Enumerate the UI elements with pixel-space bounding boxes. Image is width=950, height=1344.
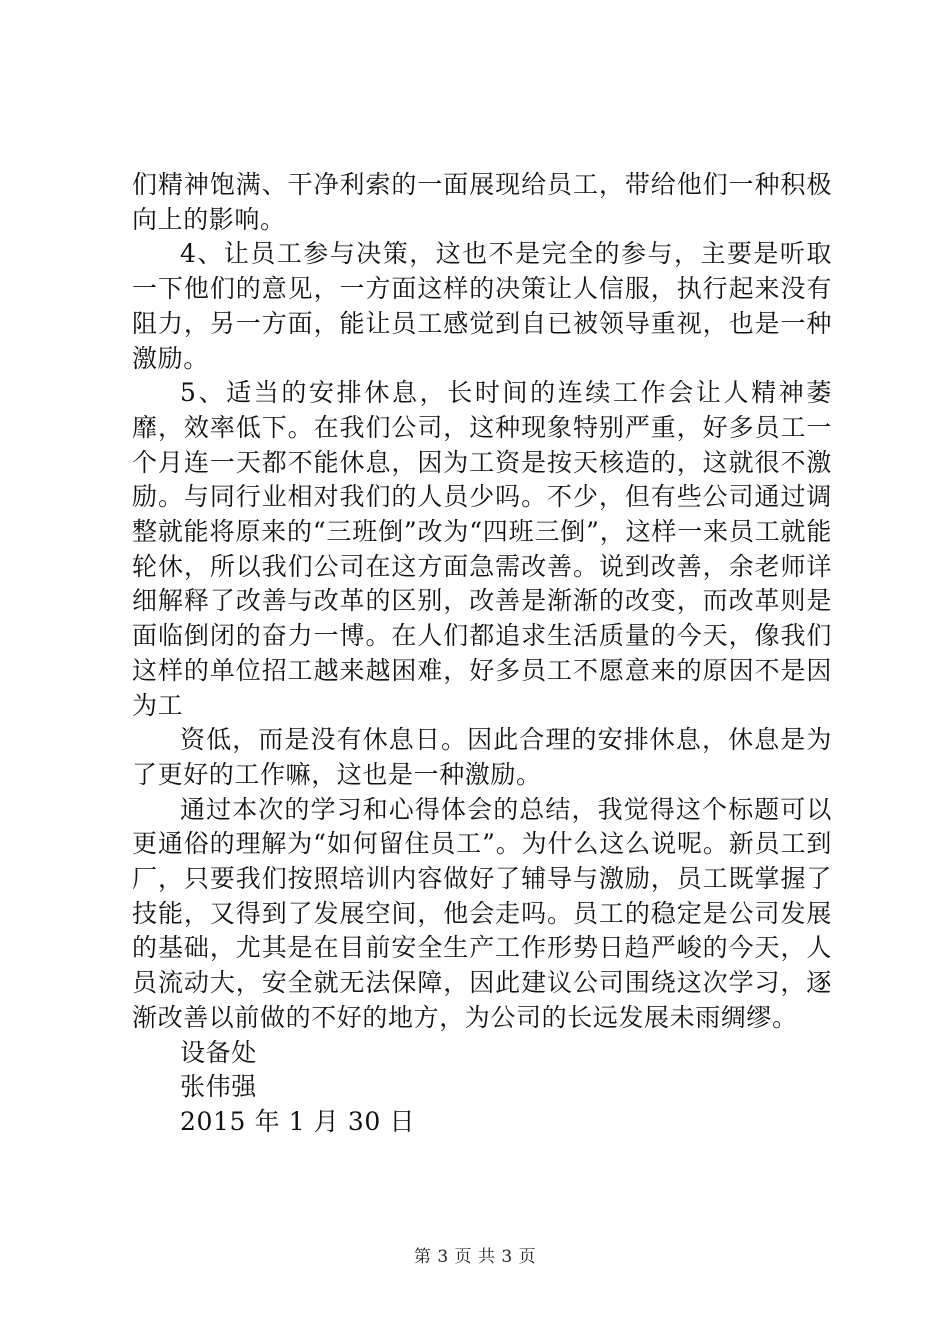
page-number-footer: 第 3 页 共 3 页 — [413, 1247, 537, 1267]
paragraph-item-4: 4、让员工参与决策，这也不是完全的参与，主要是听取一下他们的意见，一方面这样的决策让人信服，执行起来没有阻力，另一方面，能让员工感觉到自已被领导重视，也是一种激励。 — [132, 239, 832, 373]
signature-date: 2015 年 1 月 30 日 — [180, 1106, 416, 1136]
paragraph-item-5-continued: 资低，而是没有休息日。因此合理的安排休息，休息是为了更好的工作嘛，这也是一种激励。 — [132, 725, 832, 789]
paragraph-item-5: 5、适当的安排休息，长时间的连续工作会让人精神萎靡，效率低下。在我们公司，这种现象特别严重，好多员工一个月连一天都不能休息，因为工资是按天核造的，这就很不激励。与同行业相对我们的人员少吗。不少，但有些公司通过调整就能将原来的“三班倒”改为“四班三倒”，这样一来员工就能轮休，所以我们公司在这方面急需改善。说到改善，余老师详细解释了改善与改革的区别，改善是渐渐的改变，而改革则是面临倒闭的奋力一博。在人们都追求生活质量的今天，像我们这样的单位招工越来越困难，好多员工不愿意来的原因不是因为工 — [132, 378, 832, 720]
paragraph-conclusion: 通过本次的学习和心得体会的总结，我觉得这个标题可以更通俗的理解为“如何留住员工”。为什么这么说呢。新员工到厂，只要我们按照培训内容做好了辅导与激励，员工既掌握了技能，又得到了发展空间，他会走吗。员工的稳定是公司发展的基础，尤其是在目前安全生产工作形势日趋严峻的今天，人员流动大，安全就无法保障，因此建议公司围绕这次学习，逐渐改善以前做的不好的地方，为公司的长远发展未雨绸缪。 — [132, 794, 832, 1032]
signature-department: 设备处 — [180, 1037, 257, 1067]
signature-name: 张伟强 — [180, 1072, 257, 1102]
paragraph-continuation: 们精神饱满、干净利索的一面展现给员工，带给他们一种积极向上的影响。 — [132, 170, 832, 234]
document-body — [132, 168, 832, 1140]
